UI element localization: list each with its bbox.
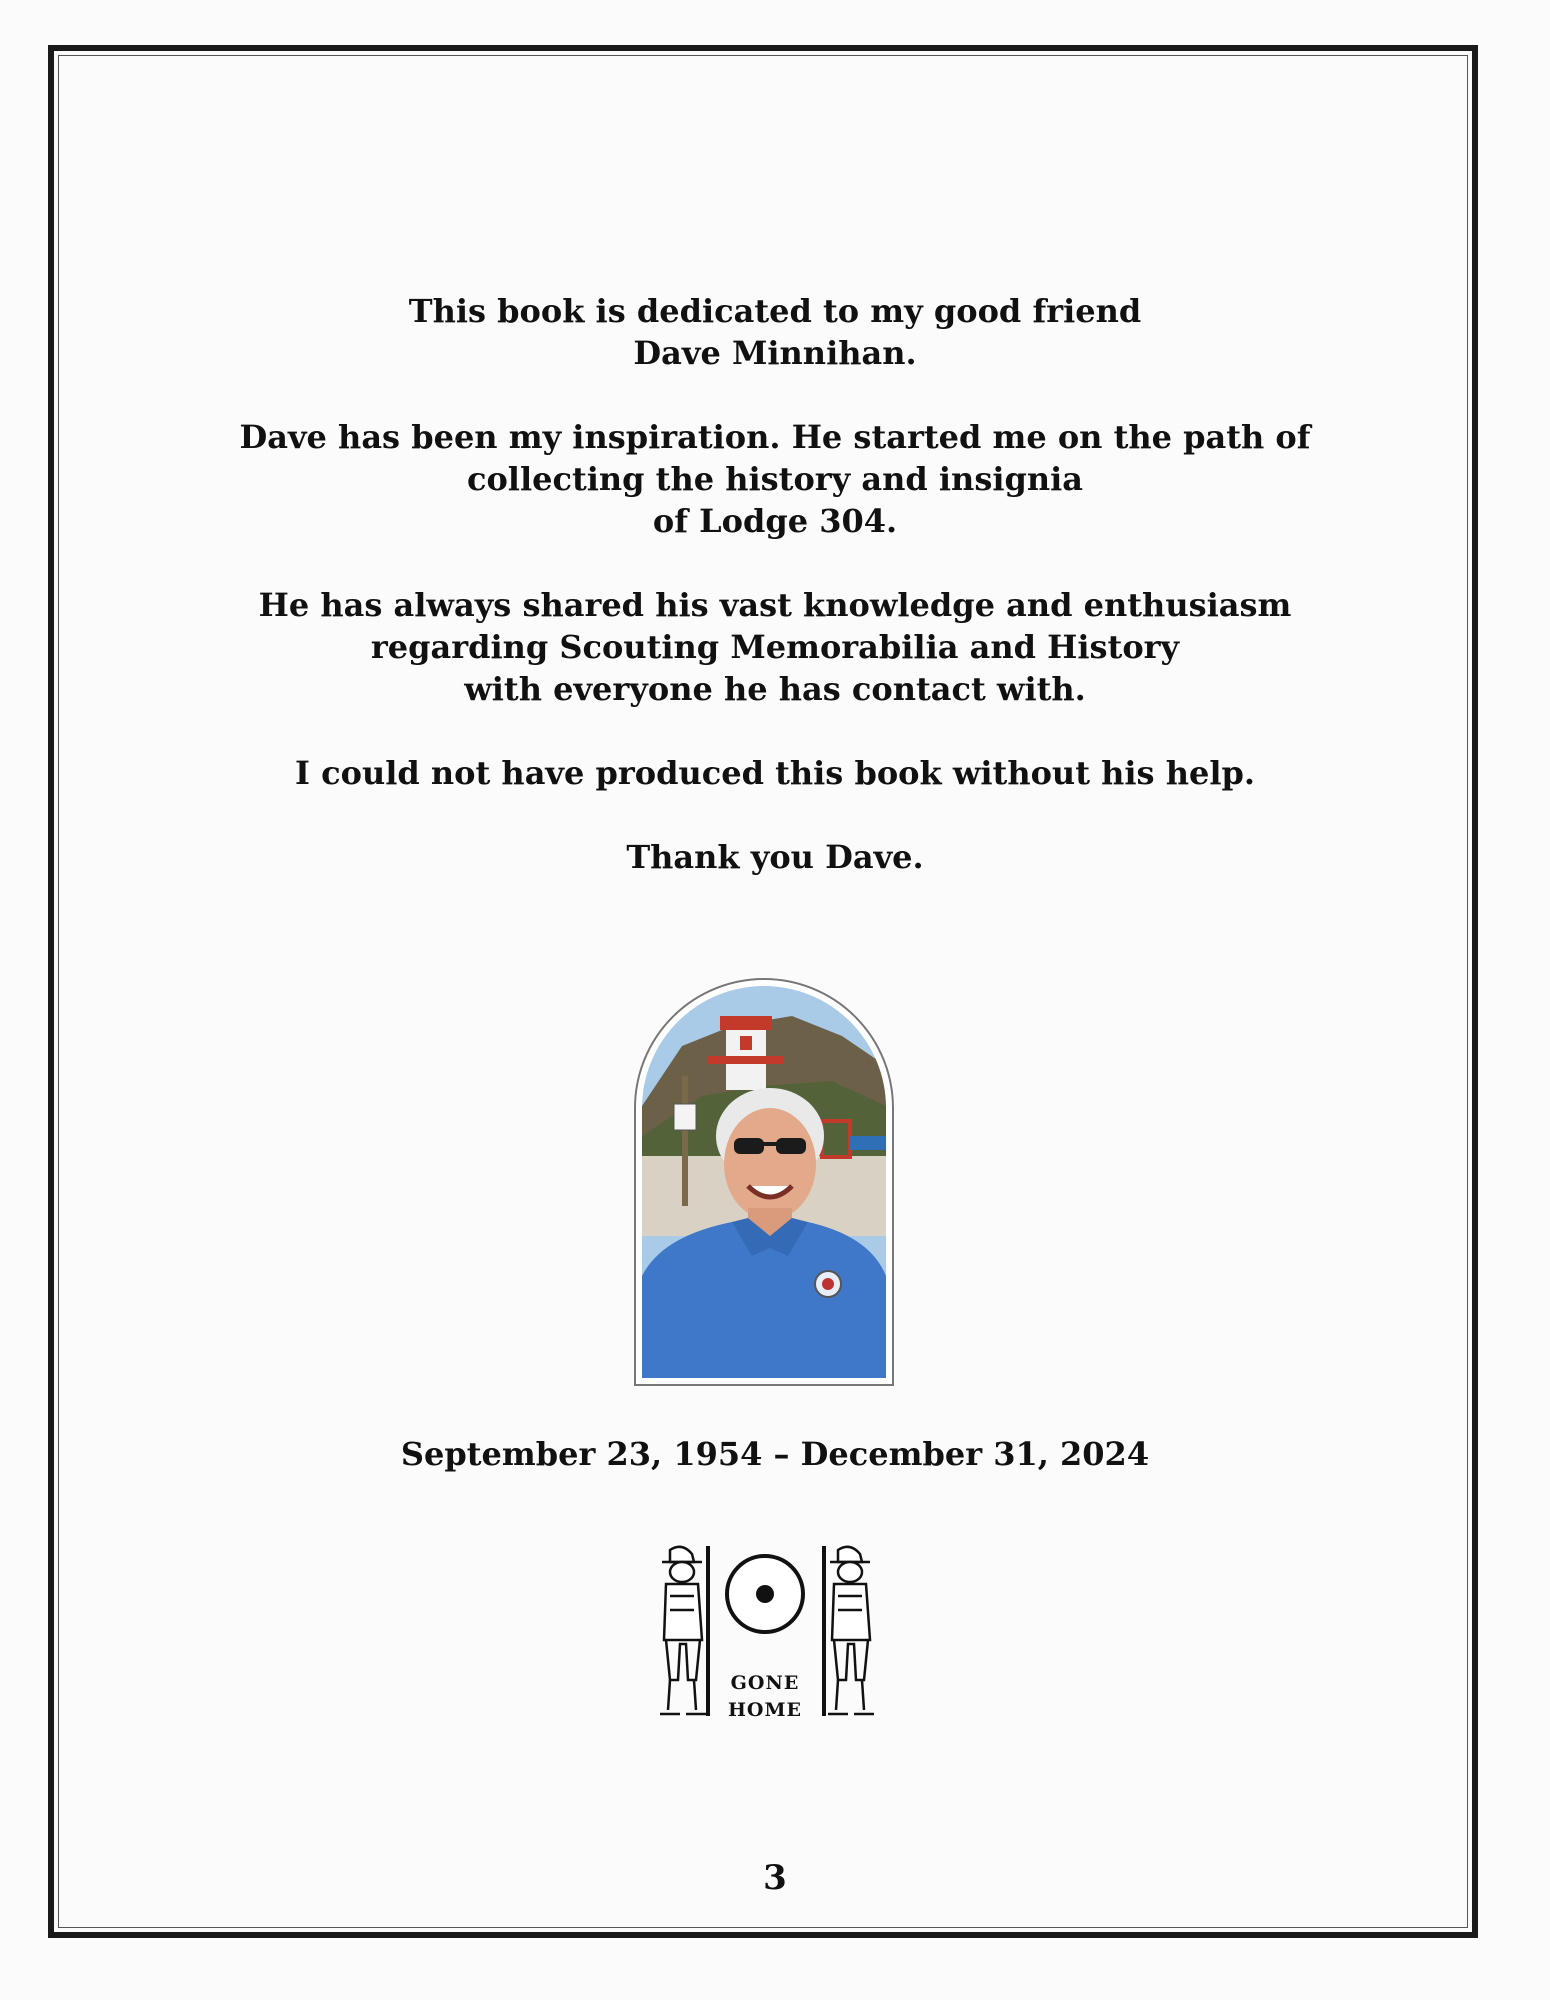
- life-dates: September 23, 1954 – December 31, 2024: [400, 1435, 1150, 1473]
- dedication-line: This book is dedicated to my good friend: [408, 292, 1142, 330]
- left-scout-icon: [660, 1546, 708, 1716]
- gone-home-line-2: HOME: [727, 1699, 803, 1721]
- dedication-paragraph-2: [0, 416, 1550, 542]
- dedication-line: Thank you Dave.: [626, 838, 924, 876]
- portrait-illustration: [642, 986, 886, 1378]
- dedication-paragraph-5: [0, 836, 1550, 878]
- gone-home-emblem: [630, 1540, 900, 1730]
- page-number: 3: [763, 1858, 787, 1898]
- dedication-line: of Lodge 304.: [652, 502, 898, 540]
- right-scout-icon: [824, 1546, 874, 1716]
- dedication-line: Dave has been my inspiration. He started me on the path of: [239, 418, 1311, 456]
- portrait-photo: [642, 986, 886, 1378]
- dedication-line: regarding Scouting Memorabilia and History: [370, 628, 1180, 666]
- dedication-line: Dave Minnihan.: [633, 334, 917, 372]
- dedication-paragraph-3: [0, 584, 1550, 710]
- dedication-line: with everyone he has contact with.: [464, 670, 1086, 708]
- gone-home-label: [710, 1670, 820, 1724]
- dedication-paragraph-4: [0, 752, 1550, 794]
- dedication-paragraph-1: [0, 290, 1550, 374]
- dedication-text: [0, 290, 1550, 920]
- gone-home-line-1: GONE: [730, 1672, 800, 1694]
- dedication-line: I could not have produced this book without his help.: [295, 754, 1255, 792]
- portrait-photo-frame: [634, 978, 894, 1386]
- dedication-line: collecting the history and insignia: [466, 460, 1084, 498]
- dedication-line: He has always shared his vast knowledge and enthusiasm: [258, 586, 1292, 624]
